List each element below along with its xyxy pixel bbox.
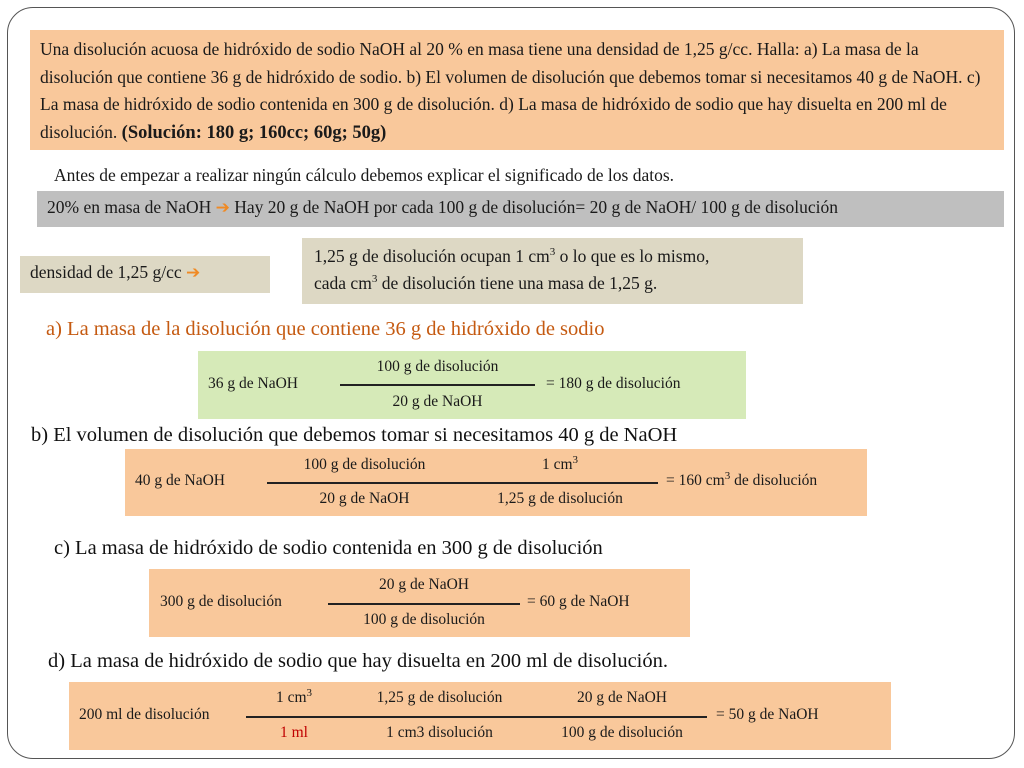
part-d-start: 200 ml de disolución xyxy=(79,706,210,723)
part-d-denominator-1: 1 ml xyxy=(280,724,308,741)
arrow-right-icon: ➔ xyxy=(215,198,230,218)
part-b-denominator-1: 20 g de NaOH xyxy=(319,490,410,507)
part-d-calc-box xyxy=(69,682,891,750)
problem-statement xyxy=(30,30,1004,150)
part-a-heading: a) La masa de la disolución que contiene 36 g de hidróxido de sodio xyxy=(46,318,605,340)
part-d-numerator-3: 20 g de NaOH xyxy=(577,689,667,706)
problem-text: Una disolución acuosa de hidróxido de sodio NaOH al 20 % en masa tiene una densidad de 1,25 g/cc. Halla: a) La masa de la disolución que contiene 36 g de hidróxido de sodio. b) El volumen de disolución que debemos tomar si necesitamos 40 g de NaOH. c) La masa de hidróxido de sodio contenida en 300 g de disolución. d) La masa de hidróxido de sodio que hay disuelta en 200 ml de disolución. xyxy=(40,39,981,142)
part-d-heading: d) La masa de hidróxido de sodio que hay disuelta en 200 ml de disolución. xyxy=(48,650,668,672)
part-a-calc-box xyxy=(198,351,746,419)
density-line-1: 1,25 g de disolución ocupan 1 $cm^3$ o lo que es lo mismo, xyxy=(314,246,710,266)
part-c-result: = 60 g de NaOH xyxy=(527,593,630,610)
density-label-box xyxy=(20,256,270,293)
part-b-heading: b) El volumen de disolución que debemos tomar si necesitamos 40 g de NaOH xyxy=(31,424,678,446)
part-d-result: = 50 g de NaOH xyxy=(716,706,819,723)
mass-percent-bar xyxy=(37,191,1004,227)
fraction-line xyxy=(267,482,658,484)
part-b-start: 40 g de NaOH xyxy=(135,472,225,489)
part-c-numerator: 20 g de NaOH xyxy=(379,576,469,593)
part-d-numerator-1: 1 $cm^3$ xyxy=(275,686,313,706)
part-a-start: 36 g de NaOH xyxy=(208,375,298,392)
density-line-2: cada $cm^3$ de disolución tiene una masa de 1,25 g. xyxy=(314,273,658,293)
part-b-result: = 160 $cm^3$ de disolución xyxy=(666,469,818,489)
part-d-denominator-3: 100 g de disolución xyxy=(561,724,683,741)
intro-text: Antes de empezar a realizar ningún cálculo debemos explicar el significado de los datos. xyxy=(54,165,675,185)
arrow-right-icon: ➔ xyxy=(186,263,201,283)
problem-solution: (Solución: 180 g; 160cc; 60g; 50g) xyxy=(121,122,387,143)
density-label: densidad de 1,25 g/cc xyxy=(30,262,182,282)
fraction-line xyxy=(246,716,707,718)
density-explanation-box xyxy=(302,238,803,304)
fraction-line xyxy=(328,603,520,605)
part-c-heading: c) La masa de hidróxido de sodio contenida en 300 g de disolución xyxy=(54,537,603,559)
part-a-numerator: 100 g de disolución xyxy=(376,358,499,375)
mass-percent-label: 20% en masa de NaOH xyxy=(47,197,212,217)
part-b-numerator-1: 100 g de disolución xyxy=(303,456,426,473)
part-a-denominator: 20 g de NaOH xyxy=(392,393,483,410)
part-c-start: 300 g de disolución xyxy=(160,593,282,610)
part-b-numerator-2: 1 $cm^3$ xyxy=(541,453,579,473)
part-b-denominator-2: 1,25 g de disolución xyxy=(497,490,623,507)
part-d-numerator-2: 1,25 g de disolución xyxy=(376,689,503,706)
part-c-denominator: 100 g de disolución xyxy=(363,611,485,628)
part-d-denominator-2: 1 cm3 disolución xyxy=(386,724,493,741)
part-b-calc-box xyxy=(125,449,867,516)
fraction-line xyxy=(340,384,535,386)
mass-percent-explanation: Hay 20 g de NaOH por cada 100 g de disolución= 20 g de NaOH/ 100 g de disolución xyxy=(234,197,839,217)
part-a-result: = 180 g de disolución xyxy=(546,375,681,392)
part-c-calc-box xyxy=(149,569,690,637)
